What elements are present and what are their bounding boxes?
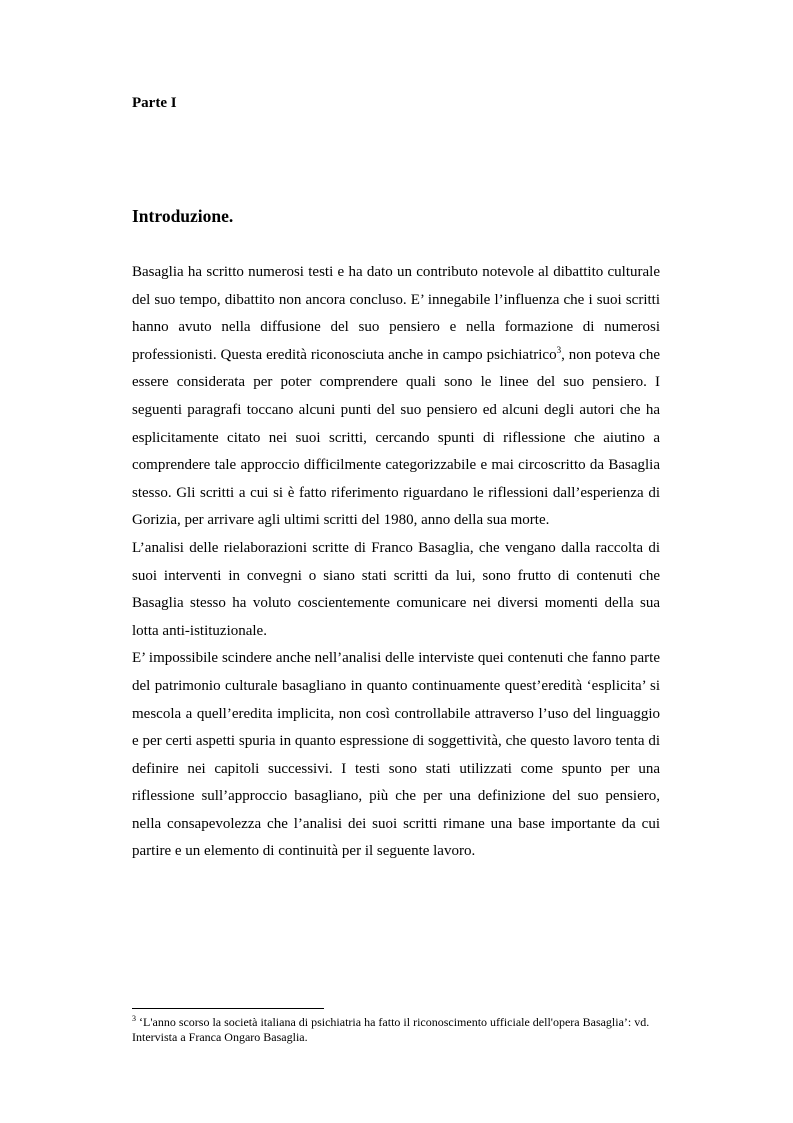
part-title: Parte I: [132, 95, 177, 111]
footnote-separator: [132, 1008, 324, 1009]
paragraph-1: [132, 259, 660, 535]
paragraph-2: L’analisi delle rielaborazioni scritte di Franco Basaglia, che vengano dalla raccolta di suoi interventi in convegni o siano stati scritti da lui, sono frutto di contenuti che Basaglia stesso ha voluto coscientemente comunicare nei diversi momenti della sua lotta anti-istituzionale.: [132, 539, 660, 639]
paragraph-1-text-start: Basaglia ha scritto numerosi testi e ha dato un contributo notevole al dibattito culturale del suo tempo, dibattito non ancora concluso. E’ innegabile l’influenza che i suoi scritti hanno avuto nella diffusione del suo pensiero e nella formazione di numerosi professionisti. Questa eredità riconosciuta anche in campo psichiatrico: [132, 264, 660, 363]
paragraph-1-text-end: , non poteva che essere considerata per poter comprendere quali sono le linee del suo pensiero. I seguenti paragrafi toccano alcuni punti del suo pensiero ed alcuni degli autori che ha esplicitamente citato nei suoi scritti, cercando spunti di riflessione che aiutino a comprendere tale approccio difficilmente categorizzabile e mai circoscritto da Basaglia stesso. Gli scritti a cui si è fatto riferimento riguardano le riflessioni dall’esperienza di Gorizia, per arrivare agli ultimi scritti del 1980, anno della sua morte.: [132, 346, 660, 529]
footnote: [132, 1015, 660, 1045]
footnote-text: ‘L'anno scorso la società italiana di psichiatria ha fatto il riconoscimento ufficiale dell'opera Basaglia’: vd. Intervista a Franca Ongaro Basaglia.: [132, 1015, 650, 1044]
body-text: [132, 259, 660, 866]
footnote-reference[interactable]: 3: [556, 344, 562, 355]
section-title: Introduzione.: [132, 206, 234, 226]
footnote-number: 3: [132, 1014, 136, 1023]
paragraph-3: E’ impossibile scindere anche nell’analisi delle interviste quei contenuti che fanno parte del patrimonio culturale basagliano in quanto continuamente quest’eredità ‘esplicita’ si mescola a quell’eredita implicita, non così controllabile attraverso l’uso del linguaggio e per certi aspetti spuria in quanto espressione di soggettività, che questo lavoro tenta di definire nei capitoli successivi. I testi sono stati utilizzati come spunto per una riflessione sull’approccio basagliano, più che per una definizione del suo pensiero, nella consapevolezza che l’analisi dei suoi scritti rimane una base importante da cui partire e un elemento di continuità per il seguente lavoro.: [132, 650, 660, 860]
